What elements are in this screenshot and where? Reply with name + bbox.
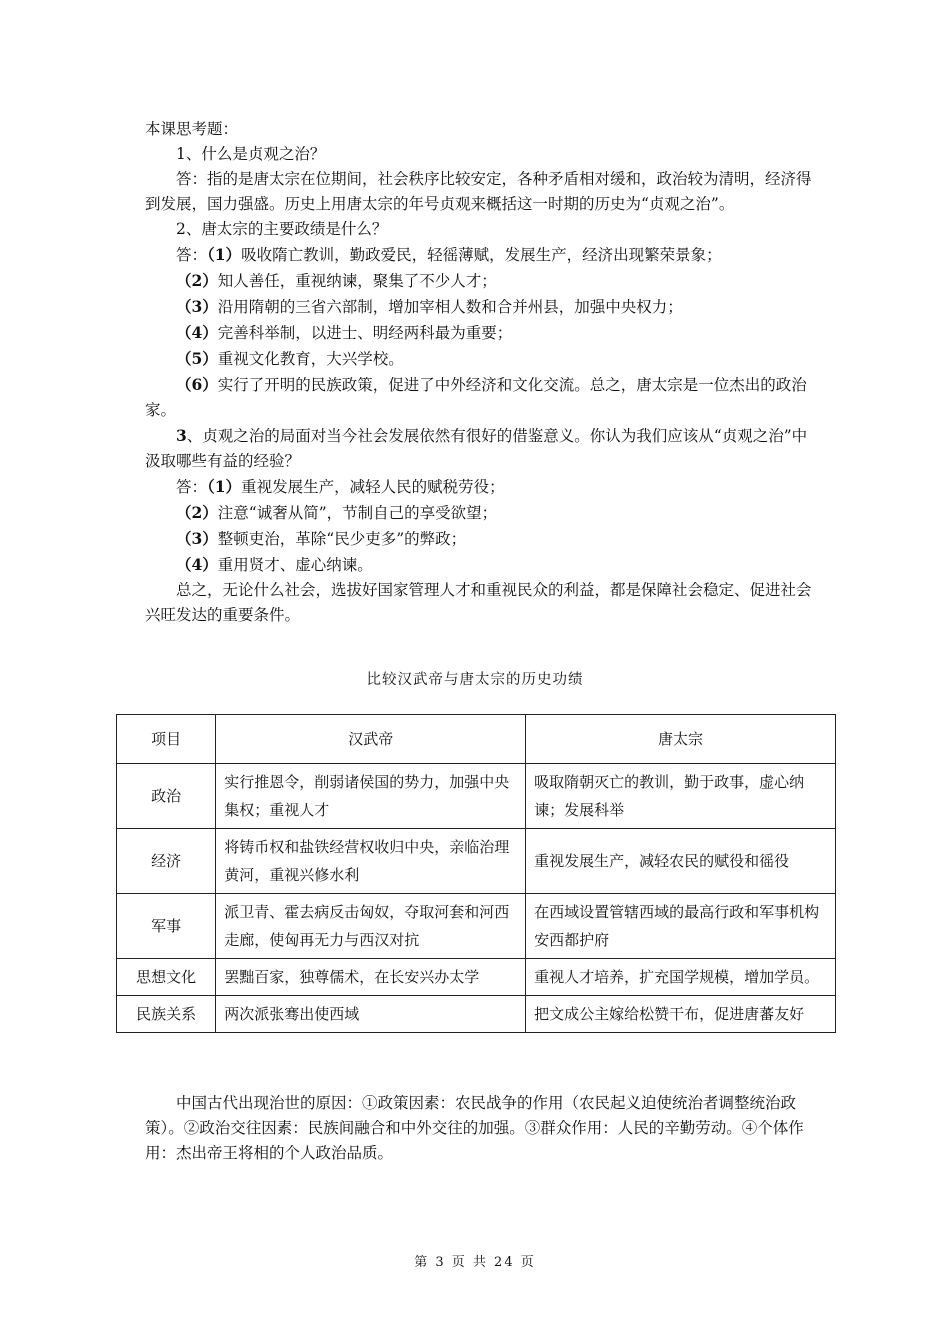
conclusion: 总之，无论什么社会，选拔好国家管理人才和重视民众的利益，都是保障社会稳定、促进社会兴旺发达的重要条件。 [145,581,812,624]
row-category: 民族关系 [117,996,216,1033]
answer-prefix: 答： [176,478,208,496]
question-2: 2、唐太宗的主要政绩是什么？ [176,220,388,238]
han-cell: 罢黜百家，独尊儒术，在长安兴办太学 [216,959,526,996]
answer-3-item [145,552,813,578]
row-category: 思想文化 [117,959,216,996]
item-text: 重视文化教育，大兴学校。 [217,350,404,368]
item-number: （4） [176,555,218,574]
item-number: （5） [176,349,218,368]
han-cell: 实行推恩令，削弱诸侯国的势力，加强中央集权；重视人才 [216,764,526,829]
question-text: 、贞观之治的局面对当今社会发展依然有很好的借鉴意义。你认为我们应该从“贞观之治”中汲取哪些有益的经验？ [145,427,808,470]
tang-cell: 重视发展生产，减轻农民的赋役和徭役 [526,829,836,894]
answer-2-item [145,346,813,372]
item-number: （3） [176,297,218,316]
row-category: 政治 [117,764,216,829]
item-text: 实行了开明的民族政策，促进了中外经济和文化交流。总之，唐太宗是一位杰出的政治家。 [145,376,807,419]
item-text: 重用贤才、虚心纳谏。 [217,556,373,574]
item-number: （2） [176,271,218,290]
question-3 [145,423,813,474]
answer-3-item [145,526,813,552]
answer-2-item [145,320,813,346]
reasons-text: 中国古代出现治世的原因：①政策因素：农民战争的作用（农民起义迫使统治者调整统治政策）。②政治交往因素：民族间融合和中外交往的加强。③群众作用：人民的辛勤劳动。④个体作用：杰出帝王将相的个人政治品质。 [145,1094,804,1162]
page-footer: 第 3 页 共 24 页 [414,1255,536,1270]
comparison-table [116,714,836,1033]
item-text: 注意“诚奢从简”，节制自己的享受欲望； [217,504,498,522]
item-text: 完善科举制，以进士、明经两科最为重要； [217,324,513,342]
header-tang: 唐太宗 [526,715,836,764]
table-row [117,894,836,959]
row-category: 经济 [117,829,216,894]
item-text: 整顿吏治，革除“民少吏多”的弊政； [217,530,467,548]
item-number: （4） [176,323,218,342]
answer-2-item [145,268,813,294]
header-item: 项目 [117,715,216,764]
item-number: （2） [176,503,218,522]
item-number: （3） [176,529,218,548]
table-title: 比较汉武帝与唐太宗的历史功绩 [366,672,584,688]
han-cell: 两次派张骞出使西域 [216,996,526,1033]
tang-cell: 把文成公主嫁给松赞干布，促进唐蕃友好 [526,996,836,1033]
table-row [117,959,836,996]
item-text: 知人善任，重视纳谏，聚集了不少人才； [217,272,497,290]
header-han: 汉武帝 [216,715,526,764]
item-text: 沿用隋朝的三省六部制，增加宰相人数和合并州县，加强中央权力； [217,298,683,316]
item-number: （6） [176,375,218,394]
answer-3-item [145,500,813,526]
answer-2-item [145,294,813,320]
tang-cell: 重视人才培养，扩充国学规模，增加学员。 [526,959,836,996]
answer-prefix: 答： [176,246,208,264]
table-row [117,829,836,894]
table-header-row [117,715,836,764]
han-cell: 将铸币权和盐铁经营权收归中央，亲临治理黄河，重视兴修水利 [216,829,526,894]
row-category: 军事 [117,894,216,959]
question-number: 3 [176,426,187,445]
reasons-paragraph [145,1091,813,1166]
answer-2-item [145,242,813,268]
answer-3-item [145,474,813,500]
item-number: （1） [207,477,242,496]
item-text: 重视发展生产，减轻人民的赋税劳役； [241,478,505,496]
answer-1: 答：指的是唐太宗在位期间，社会秩序比较安定，各种矛盾相对缓和，政治较为清明，经济得到发展，国力强盛。历史上用唐太宗的年号贞观来概括这一时期的历史为“贞观之治”。 [145,170,812,213]
tang-cell: 在西域设置管辖西域的最高行政和军事机构 安西都护府 [526,894,836,959]
section-heading: 本课思考题： [145,120,239,138]
question-1: 1、什么是贞观之治？ [176,145,326,163]
item-text: 吸收隋亡教训，勤政爱民，轻徭薄赋，发展生产，经济出现繁荣景象； [241,246,722,264]
questions-section [145,117,813,628]
tang-cell: 吸取隋朝灭亡的教训，勤于政事，虚心纳谏；发展科举 [526,764,836,829]
item-number: （1） [207,245,242,264]
table-row [117,764,836,829]
han-cell: 派卫青、霍去病反击匈奴，夺取河套和河西走廊，使匈再无力与西汉对抗 [216,894,526,959]
table-row [117,996,836,1033]
answer-2-item [145,372,813,423]
